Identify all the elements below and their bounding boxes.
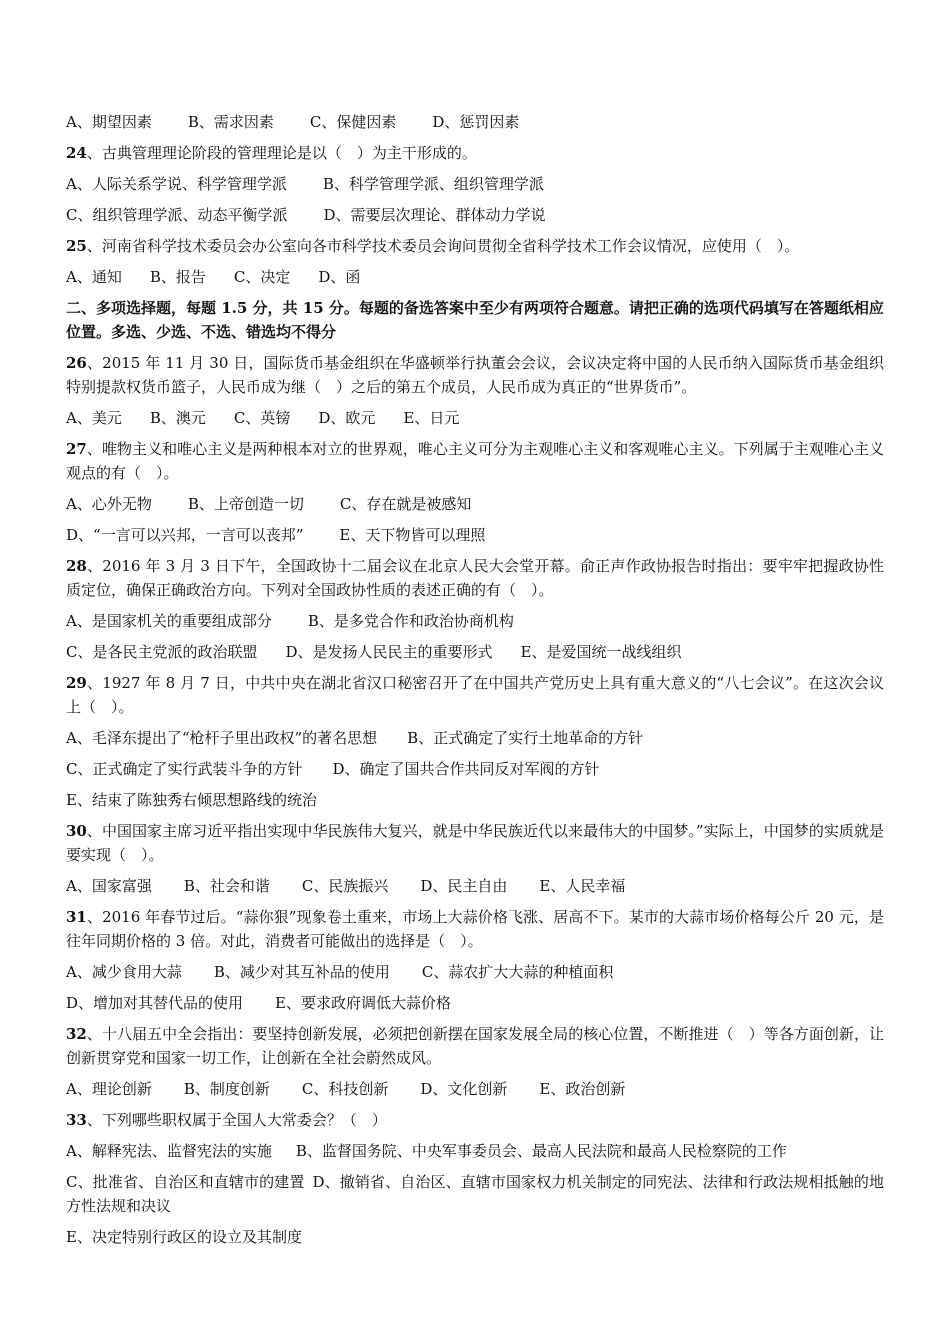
options-row [66,609,884,633]
option: D、需要层次理论、群体动力学说 [323,206,546,224]
options-row [66,1077,884,1101]
question-text: 、河南省科学技术委员会办公室向各市科学技术委员会询问贯彻全省科学技术工作会议情况，应使用（ ）。 [86,237,800,255]
question-32 [66,1022,884,1070]
option: A、人际关系学说、科学管理学派 [66,175,287,193]
option: C、保健因素 [309,113,397,131]
option: B、报告 [149,268,206,286]
question-number: 26 [66,354,87,372]
options-row [66,406,884,430]
options-row [66,172,884,196]
question-24 [66,141,884,165]
option: A、美元 [66,409,122,427]
option: B、制度创新 [183,1080,270,1098]
option: C、决定 [233,268,291,286]
options-row [66,492,884,516]
options-row [66,991,884,1015]
options-row [66,265,884,289]
option: A、期望因素 [66,113,152,131]
option: C、科技创新 [301,1080,389,1098]
option: B、需求因素 [187,113,274,131]
option: C、是各民主党派的政治联盟 [66,643,258,661]
options-row [66,1225,884,1249]
question-27 [66,437,884,485]
option: B、上帝创造一切 [187,495,304,513]
options-row [66,960,884,984]
question-text: 、1927 年 8 月 7 日，中共中央在湖北省汉口秘密召开了在中国共产党历史上具有重大意义的“八七会议”。在这次会议上（ ）。 [66,674,884,716]
option: A、国家富强 [66,877,152,895]
option: D、函 [318,268,361,286]
question-29 [66,671,884,719]
option: A、解释宪法、监督宪法的实施 [66,1142,272,1160]
options-row [66,1170,884,1218]
option: E、是爱国统一战线组织 [520,643,682,661]
option: D、撤销省、自治区、直辖市国家权力机关制定的同宪法、法律和行政法规相抵触的地方性法规和决议 [66,1173,884,1215]
question-number: 30 [66,822,87,840]
option: E、结束了陈独秀右倾思想路线的统治 [66,791,317,809]
options-row [66,203,884,227]
question-28 [66,554,884,602]
options-row [66,726,884,750]
options-row [66,110,884,134]
question-number: 29 [66,674,87,692]
option: D、确定了国共合作共同反对军阀的方针 [332,760,600,778]
option: D、是发扬人民民主的重要形式 [285,643,493,661]
option: E、人民幸福 [539,877,626,895]
option: E、决定特别行政区的设立及其制度 [66,1228,302,1246]
question-text: 、2016 年春节过后。“蒜你狠”现象卷土重来，市场上大蒜价格飞涨、居高不下。某市的大蒜市场价格每公斤 20 元，是往年同期价格的 3 倍。对此，消费者可能做出的选择是（ ）。 [66,908,884,950]
option: B、是多党合作和政治协商机构 [307,612,514,630]
question-31 [66,905,884,953]
option: D、民主自由 [420,877,508,895]
option: A、心外无物 [66,495,152,513]
option: A、通知 [66,268,122,286]
question-30 [66,819,884,867]
options-row [66,523,884,547]
option: D、惩罚因素 [432,113,520,131]
question-number: 24 [66,144,87,162]
question-number: 27 [66,440,87,458]
option: C、批准省、自治区和直辖市的建置 [66,1173,305,1191]
option: C、蒜农扩大大蒜的种植面积 [421,963,614,981]
question-text: 、下列哪些职权属于全国人大常委会？（ ） [86,1111,387,1129]
option: B、减少对其互补品的使用 [213,963,390,981]
option: B、正式确定了实行土地革命的方针 [407,729,644,747]
question-text: 、2015 年 11 月 30 日，国际货币基金组织在华盛顿举行执董会会议，会议决定将中国的人民币纳入国际货币基金组织特别提款权货币篮子，人民币成为继（ ）之后的第五个成员，人民币成为真正的“世界货币”。 [66,354,884,396]
section-heading: 二、多项选择题，每题 1.5 分，共 15 分。每题的备选答案中至少有两项符合题意。请把正确的选项代码填写在答题纸相应位置。多选、少选、不选、错选均不得分 [66,299,884,341]
question-25 [66,234,884,258]
question-26 [66,351,884,399]
option: B、澳元 [149,409,206,427]
options-row [66,757,884,781]
option: E、政治创新 [539,1080,626,1098]
options-row [66,874,884,898]
option: B、科学管理学派、组织管理学派 [322,175,544,193]
option: C、民族振兴 [301,877,389,895]
option: A、减少食用大蒜 [66,963,182,981]
question-text: 、唯物主义和唯心主义是两种根本对立的世界观，唯心主义可分为主观唯心主义和客观唯心主义。下列属于主观唯心主义观点的有（ ）。 [66,440,884,482]
question-number: 25 [66,237,87,255]
option: B、监督国务院、中央军事委员会、最高人民法院和最高人民检察院的工作 [295,1142,787,1160]
options-row [66,1139,884,1163]
question-text: 、十八届五中全会指出：要坚持创新发展，必须把创新摆在国家发展全局的核心位置，不断推进（ ）等各方面创新，让创新贯穿党和国家一切工作，让创新在全社会蔚然成风。 [66,1025,884,1067]
option: C、英镑 [233,409,291,427]
option: D、增加对其替代品的使用 [66,994,244,1012]
option: C、存在就是被感知 [339,495,472,513]
option: D、欧元 [318,409,376,427]
option: D、文化创新 [420,1080,508,1098]
question-33 [66,1108,884,1132]
question-number: 28 [66,557,87,575]
option: B、社会和谐 [183,877,270,895]
option: C、正式确定了实行武装斗争的方针 [66,760,303,778]
question-number: 32 [66,1025,87,1043]
option: E、天下物皆可以理照 [339,526,486,544]
options-row [66,788,884,812]
question-number: 33 [66,1111,87,1129]
option: E、要求政府调低大蒜价格 [275,994,451,1012]
option: A、是国家机关的重要组成部分 [66,612,272,630]
question-number: 31 [66,908,87,926]
option: E、日元 [403,409,460,427]
option: A、理论创新 [66,1080,152,1098]
question-text: 、中国国家主席习近平指出实现中华民族伟大复兴，就是中华民族近代以来最伟大的中国梦。”实际上，中国梦的实质就是要实现（ ）。 [66,822,884,864]
exam-page [66,110,884,1256]
option: D、“一言可以兴邦，一言可以丧邦” [66,526,304,544]
option: C、组织管理学派、动态平衡学派 [66,206,288,224]
question-text: 、古典管理理论阶段的管理理论是以（ ）为主干形成的。 [86,144,477,162]
option: A、毛泽东提出了“枪杆子里出政权”的著名思想 [66,729,378,747]
options-row [66,640,884,664]
question-text: 、2016 年 3 月 3 日下午，全国政协十二届会议在北京人民大会堂开幕。俞正声作政协报告时指出：要牢牢把握政协性质定位，确保正确政治方向。下列对全国政协性质的表述正确的有（ ）。 [66,557,884,599]
